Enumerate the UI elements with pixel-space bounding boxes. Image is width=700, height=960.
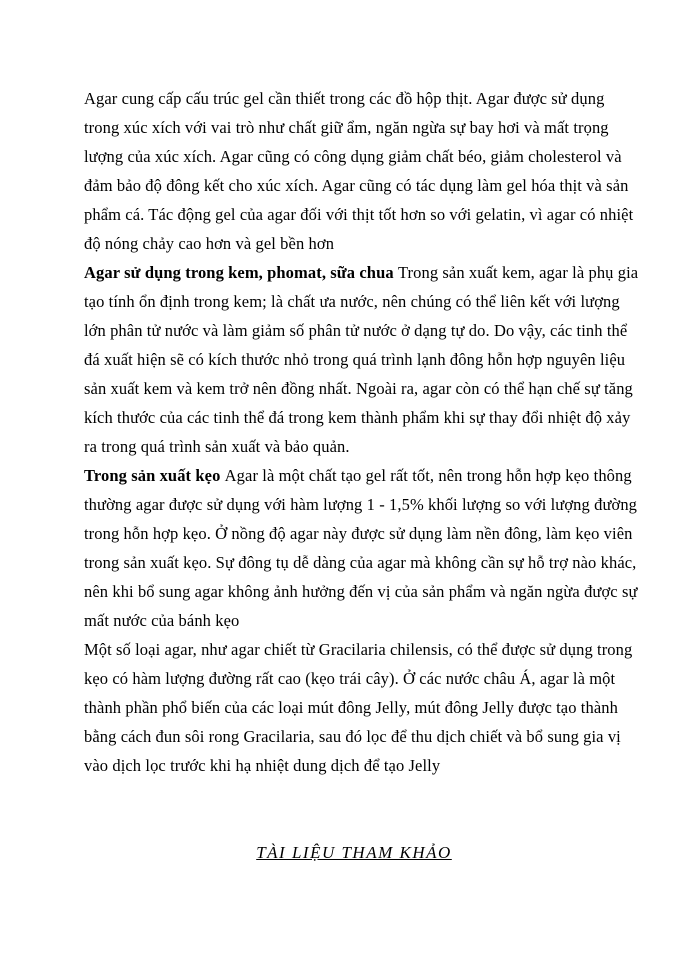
text-line xyxy=(84,548,637,577)
text-run: trong sản xuất kẹo. Sự đông tụ dễ dàng của agar mà không cần sự hỗ trợ nào khác, xyxy=(84,553,637,572)
text-run: Trong sản xuất kem, agar là phụ gia xyxy=(397,263,639,282)
text-run: mất nước của bánh kẹo xyxy=(84,611,240,630)
references-heading: TÀI LIỆU THAM KHẢO xyxy=(256,843,452,862)
text-line xyxy=(84,693,624,722)
text-line xyxy=(84,84,624,113)
text-run: trong xúc xích với vai trò như chất giữ ẩm, ngăn ngừa sự bay hơi và mất trọng xyxy=(84,118,609,137)
text-line xyxy=(84,722,624,751)
text-line xyxy=(84,229,624,258)
document-body xyxy=(84,84,639,780)
text-run: ra trong quá trình sản xuất và bảo quản. xyxy=(84,437,350,456)
text-line xyxy=(84,374,633,403)
text-run: kẹo có hàm lượng đường rất cao (kẹo trái cây). Ở các nước châu Á, agar là một xyxy=(84,669,616,688)
text-run: Một số loại agar, như agar chiết từ Gracilaria chilensis, có thể được sử dụng trong xyxy=(84,640,633,659)
bold-text-run: Agar sử dụng trong kem, phomat, sữa chua xyxy=(84,263,398,282)
text-run: trong hỗn hợp kẹo. Ở nồng độ agar này được sử dụng làm nền đông, làm kẹo viên xyxy=(84,524,633,543)
text-run: Agar cung cấp cấu trúc gel cần thiết trong các đồ hộp thịt. Agar được sử dụng xyxy=(84,89,605,108)
text-line xyxy=(84,606,624,635)
text-run: lượng của xúc xích. Agar cũng có công dụng giảm chất béo, giảm cholesterol và xyxy=(84,147,622,166)
text-run: kích thước của các tinh thể đá trong kem thành phẩm khi sự thay đổi nhiệt độ xảy xyxy=(84,408,631,427)
text-run: nên khi bổ sung agar không ảnh hưởng đến vị của sản phẩm và ngăn ngừa được sự xyxy=(84,582,638,601)
text-line xyxy=(84,635,633,664)
text-run: phẩm cá. Tác động gel của agar đối với thịt tốt hơn so với gelatin, vì agar có nhiệt xyxy=(84,205,634,224)
text-line xyxy=(84,432,624,461)
text-line xyxy=(84,490,638,519)
bold-text-run: Trong sản xuất kẹo xyxy=(84,466,225,485)
text-line xyxy=(84,577,638,606)
text-run: tạo tính ổn định trong kem; là chất ưa nước, nên chúng có thể liên kết với lượng xyxy=(84,292,620,311)
text-line xyxy=(84,664,624,693)
text-line xyxy=(84,258,639,287)
text-run: đảm bảo độ đông kết cho xúc xích. Agar cũng có tác dụng làm gel hóa thịt và sản xyxy=(84,176,629,195)
text-line xyxy=(84,461,632,490)
text-run: Agar là một chất tạo gel rất tốt, nên trong hỗn hợp kẹo thông xyxy=(224,466,632,485)
text-line xyxy=(84,316,628,345)
text-line xyxy=(84,751,624,780)
text-run: bằng cách đun sôi rong Gracilaria, sau đó lọc để thu dịch chiết và bổ sung gia vị xyxy=(84,727,621,746)
text-line xyxy=(84,287,624,316)
text-run: vào dịch lọc trước khi hạ nhiệt dung dịch để tạo Jelly xyxy=(84,756,441,775)
text-line xyxy=(84,519,633,548)
text-run: đá xuất hiện sẽ có kích thước nhỏ trong quá trình lạnh đông hỗn hợp nguyên liệu xyxy=(84,350,626,369)
text-run: thường agar được sử dụng với hàm lượng 1 - 1,5% khối lượng so với lượng đường xyxy=(84,495,638,514)
text-line xyxy=(84,345,624,374)
text-line xyxy=(84,113,624,142)
text-line xyxy=(84,142,624,171)
text-line xyxy=(84,200,634,229)
text-run: lớn phân tử nước và làm giảm số phân tử nước ở dạng tự do. Do vậy, các tinh thể xyxy=(84,321,628,340)
text-run: độ nóng chảy cao hơn và gel bền hơn xyxy=(84,234,335,253)
text-run: thành phần phổ biến của các loại mút đông Jelly, mút đông Jelly được tạo thành xyxy=(84,698,618,717)
text-line xyxy=(84,171,629,200)
text-run: sản xuất kem và kem trở nên đồng nhất. Ngoài ra, agar còn có thể hạn chế sự tăng xyxy=(84,379,633,398)
text-line xyxy=(84,403,631,432)
